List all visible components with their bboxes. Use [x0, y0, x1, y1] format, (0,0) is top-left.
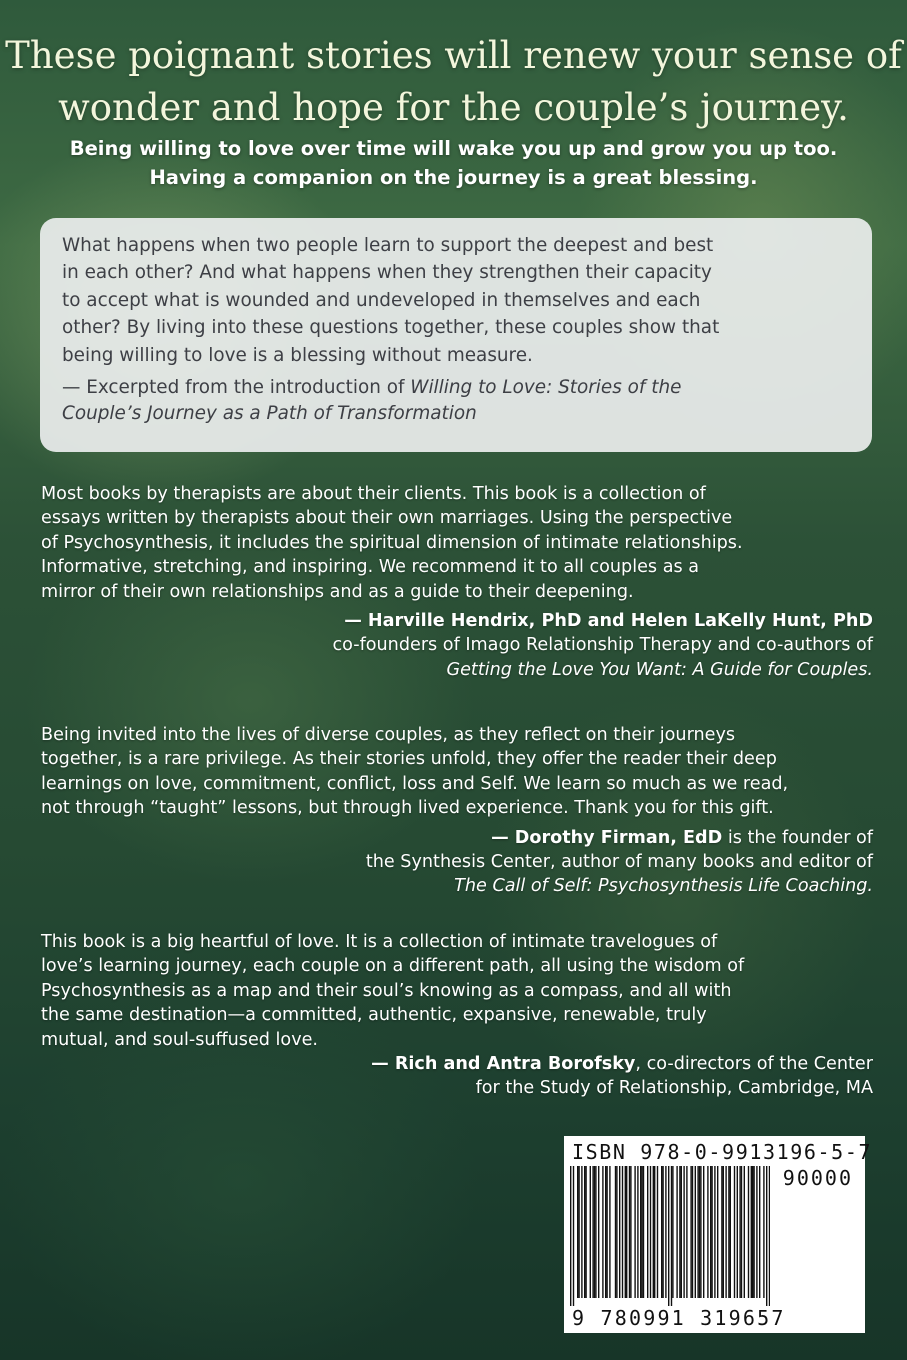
reviewer-name: — Rich and Antra Borofsky	[371, 1054, 636, 1075]
barcode-bar	[616, 1166, 617, 1298]
barcode-bar	[661, 1166, 662, 1298]
barcode-bar	[699, 1166, 700, 1298]
reviewer-role: co-founders of Imago Relationship Therapy and co-authors of	[332, 635, 873, 656]
attribution-prefix: — Excerpted from the introduction of	[62, 377, 411, 399]
barcode-bar	[692, 1166, 693, 1298]
subheadline-line-2: Having a companion on the journey is a great blessing.	[149, 166, 758, 189]
barcode-bar	[728, 1166, 729, 1298]
reviewer-book: The Call of Self: Psychosynthesis Life Coaching.	[454, 876, 873, 897]
barcode-bar	[665, 1166, 666, 1298]
review-line: Most books by therapists are about their clients. This book is a collection of	[41, 484, 706, 504]
reviewer-role-inline: , co-directors of the Center	[635, 1054, 873, 1075]
barcode-bar	[725, 1166, 726, 1298]
barcode-bar	[640, 1166, 641, 1298]
barcode-bar	[679, 1166, 680, 1298]
barcode-bar	[748, 1166, 749, 1298]
barcode-bar	[630, 1166, 631, 1298]
review-line: Being invited into the lives of diverse couples, as they reflect on their journeys	[41, 725, 736, 745]
isbn-number: ISBN 978-0-9913196-5-7	[572, 1140, 873, 1164]
reviewer-name: — Harville Hendrix, PhD and Helen LaKelly Hunt, PhD	[344, 611, 873, 632]
barcode-bar	[686, 1166, 687, 1298]
barcode-bar	[695, 1166, 696, 1298]
barcode-bar	[615, 1166, 616, 1298]
reviewer-name: — Dorothy Firman, EdD	[491, 827, 723, 848]
review-text	[41, 723, 873, 821]
attribution-title-2: Couple’s Journey as a Path of Transformation	[62, 403, 477, 425]
barcode-bar	[741, 1166, 742, 1298]
barcode-bar	[766, 1166, 767, 1306]
subheadline-line-1: Being willing to love over time will wake you up and grow you up too.	[69, 137, 838, 160]
barcode-bar	[744, 1166, 745, 1298]
barcode-bar	[653, 1166, 654, 1298]
barcode-bar	[602, 1166, 603, 1298]
barcode-bar	[721, 1166, 722, 1298]
review-line: together, is a rare privilege. As their stories unfold, they offer the reader their deep	[41, 749, 777, 770]
barcode-bar	[753, 1166, 754, 1298]
barcode-bar	[676, 1166, 677, 1298]
barcode-bar	[584, 1166, 585, 1298]
excerpt-text	[62, 232, 850, 369]
barcode-bar	[751, 1166, 752, 1298]
review-attribution	[41, 1052, 873, 1101]
review-line: learnings on love, commitment, conflict, loss and Self. We learn so much as we read,	[41, 773, 789, 794]
excerpt-line: What happens when two people learn to support the deepest and best	[62, 235, 714, 256]
barcode-bar	[585, 1166, 586, 1298]
barcode-bar	[730, 1166, 731, 1298]
barcode-bar	[619, 1166, 620, 1298]
barcode-bar	[711, 1166, 712, 1298]
excerpt-line: in each other? And what happens when they strengthen their capacity	[62, 262, 712, 284]
reviewer-book: Getting the Love You Want: A Guide for Couples.	[446, 659, 873, 680]
barcode-bar	[634, 1166, 635, 1298]
barcode-bar	[734, 1166, 735, 1298]
barcode-bar	[626, 1166, 627, 1298]
barcode-bar	[578, 1166, 579, 1298]
barcode-bar	[598, 1166, 599, 1298]
review-line: essays written by therapists about their own marriages. Using the perspective	[41, 508, 733, 529]
barcode-bar	[769, 1166, 770, 1306]
barcode-bar	[570, 1166, 571, 1306]
review-line: love’s learning journey, each couple on a different path, all using the wisdom of	[41, 956, 745, 977]
reviewer-role-inline: is the founder of	[722, 827, 873, 848]
barcode-bar	[759, 1166, 760, 1298]
barcode-bar	[683, 1166, 684, 1298]
barcode-bar	[594, 1166, 595, 1298]
barcode-digits: 9 780991 319657	[572, 1306, 786, 1330]
barcode-bar	[609, 1166, 610, 1298]
barcode-bar	[622, 1166, 623, 1298]
review-text	[41, 482, 873, 604]
review-attribution	[41, 826, 873, 899]
barcode-bar	[641, 1166, 642, 1298]
barcode-bar	[672, 1166, 673, 1298]
barcode-bar	[657, 1166, 658, 1298]
excerpt-line: being willing to love is a blessing without measure.	[62, 344, 533, 366]
review-line: mirror of their own relationships and as a guide to their deepening.	[41, 581, 634, 602]
barcode-bar	[697, 1166, 698, 1298]
isbn-barcode	[564, 1136, 873, 1333]
barcode-bar	[717, 1166, 718, 1298]
excerpt-box	[40, 218, 872, 452]
barcode-bar	[752, 1166, 753, 1298]
review-line: This book is a big heartful of love. It is a collection of intimate travelogues of	[41, 932, 718, 952]
subheadline	[0, 134, 907, 192]
barcode-bar	[739, 1166, 740, 1298]
headline-line-1: These poignant stories will renew your sense of	[5, 34, 902, 77]
barcode-bar	[714, 1166, 715, 1298]
excerpt-line: other? By living into these questions together, these couples show that	[62, 317, 720, 339]
barcode-bar	[637, 1166, 638, 1298]
review-firman	[41, 723, 873, 899]
barcode-bar	[710, 1166, 711, 1298]
barcode-bar	[629, 1166, 630, 1298]
headline	[0, 30, 907, 134]
excerpt-attribution	[62, 375, 850, 427]
barcode-bar	[592, 1166, 593, 1298]
reviewer-role: the Synthesis Center, author of many books and editor of	[365, 852, 873, 873]
barcode-bar	[625, 1166, 626, 1298]
barcode-bar	[654, 1166, 655, 1298]
attribution-title-1: Willing to Love: Stories of the	[410, 377, 682, 399]
barcode-bar	[647, 1166, 648, 1298]
barcode-bar	[605, 1166, 606, 1298]
review-hendrix-hunt	[41, 482, 873, 682]
review-line: of Psychosynthesis, it includes the spiritual dimension of intimate relationships.	[41, 532, 743, 553]
review-line: the same destination—a committed, authentic, expansive, renewable, truly	[41, 1005, 707, 1026]
review-borofsky	[41, 930, 873, 1101]
review-line: Informative, stretching, and inspiring. We recommend it to all couples as a	[41, 557, 700, 578]
barcode-bar	[668, 1166, 669, 1306]
reviewer-role: for the Study of Relationship, Cambridge, MA	[475, 1078, 873, 1099]
barcode-bar	[606, 1166, 607, 1298]
barcode-bar	[707, 1166, 708, 1298]
barcode-bar	[763, 1166, 764, 1298]
barcode-bar	[690, 1166, 691, 1298]
barcode-bars-icon	[570, 1166, 770, 1306]
barcode-bar	[581, 1166, 582, 1298]
review-attribution	[41, 609, 873, 682]
barcode-bar	[573, 1166, 574, 1306]
review-line: not through “taught” lessons, but through lived experience. Thank you for this gift.	[41, 798, 774, 819]
barcode-bar	[737, 1166, 738, 1298]
review-text	[41, 930, 873, 1052]
excerpt-line: to accept what is wounded and undeveloped in themselves and each	[62, 289, 701, 311]
barcode-bar	[681, 1166, 682, 1298]
headline-line-2: wonder and hope for the couple’s journey.	[58, 86, 849, 129]
barcode-bar	[723, 1166, 724, 1298]
barcode-bar	[756, 1166, 757, 1298]
barcode-bar	[700, 1166, 701, 1298]
barcode-bar	[671, 1166, 672, 1306]
barcode-bar	[703, 1166, 704, 1298]
barcode-bar	[590, 1166, 591, 1298]
price-code: 90000	[782, 1166, 853, 1190]
review-line: Psychosynthesis as a map and their soul’s knowing as a compass, and all with	[41, 980, 732, 1001]
review-line: mutual, and soul-suffused love.	[41, 1029, 319, 1050]
barcode-bar	[577, 1166, 578, 1298]
barcode-bar	[595, 1166, 596, 1298]
barcode-bar	[643, 1166, 644, 1298]
barcode-bar	[662, 1166, 663, 1298]
barcode-bar	[650, 1166, 651, 1298]
